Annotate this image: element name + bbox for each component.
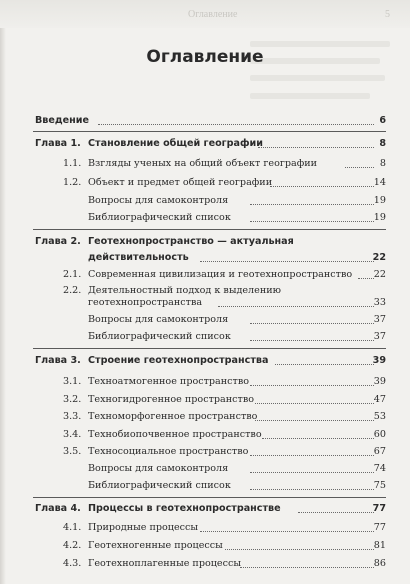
item-number: 1.2.: [63, 177, 82, 188]
item-page: 53: [373, 411, 386, 422]
item-page: 77: [373, 522, 386, 533]
page-title: Оглавление: [146, 47, 264, 67]
leader-dots: [298, 503, 374, 513]
item-number: 2.1.: [63, 269, 82, 280]
item-label: Библиографический список: [88, 480, 231, 491]
leader-dots: [250, 376, 374, 386]
item-page: 33: [373, 297, 386, 308]
section-divider: [33, 497, 386, 498]
leader-dots: [225, 540, 374, 550]
chapter-title: Строение геотехнопространства: [88, 355, 269, 366]
leader-dots: [200, 252, 374, 262]
item-page: 60: [373, 429, 386, 440]
item-number: 2.2.: [63, 285, 82, 296]
chapter-page: 8: [379, 138, 386, 149]
item-number: 4.3.: [63, 558, 82, 569]
item-label: Техноатмогенное пространство: [88, 376, 250, 387]
chapter-number: Глава 3.: [35, 355, 81, 366]
item-number: 3.2.: [63, 394, 82, 405]
item-page: 39: [373, 376, 386, 387]
item-label: Природные процессы: [88, 522, 199, 533]
item-page: 74: [373, 463, 386, 474]
bleed-through-line: [250, 75, 385, 81]
leader-dots: [250, 446, 374, 456]
item-page: 67: [373, 446, 386, 457]
item-label: Объект и предмет общей географии: [88, 177, 273, 188]
item-label: Вопросы для самоконтроля: [88, 314, 229, 325]
item-label: Библиографический список: [88, 212, 231, 223]
item-page: 81: [373, 540, 386, 551]
item-number: 3.5.: [63, 446, 82, 457]
item-page: 19: [373, 195, 386, 206]
item-label-line1: Деятельностный подход к выделению: [88, 285, 281, 296]
leader-dots: [262, 429, 374, 439]
item-number: 3.4.: [63, 429, 82, 440]
chapter-title: Становление общей географии: [88, 138, 263, 149]
section-divider: [33, 229, 386, 230]
leader-dots: [250, 480, 374, 490]
chapter-number: Глава 2.: [35, 236, 81, 247]
toc-intro-page: 6: [379, 115, 386, 126]
item-number: 3.3.: [63, 411, 82, 422]
leader-dots: [358, 269, 374, 279]
leader-dots: [255, 411, 374, 421]
chapter-page: 77: [372, 503, 386, 514]
leader-dots: [250, 212, 374, 222]
item-label: Техногидрогенное пространство: [88, 394, 255, 405]
bleed-through-line: [250, 93, 370, 99]
ghost-header-page: 5: [385, 9, 390, 20]
leader-dots: [240, 558, 374, 568]
leader-dots: [275, 355, 374, 365]
item-label: Техноморфогенное пространство: [88, 411, 258, 422]
item-page: 37: [373, 331, 386, 342]
item-label: Вопросы для самоконтроля: [88, 463, 229, 474]
item-page: 14: [373, 177, 386, 188]
ghost-header-title: Оглавление: [188, 9, 238, 20]
item-page: 75: [373, 480, 386, 491]
item-label: Геотехноплагенные процессы: [88, 558, 241, 569]
item-page: 37: [373, 314, 386, 325]
item-page: 22: [373, 269, 386, 280]
item-number: 1.1.: [63, 158, 82, 169]
leader-dots: [258, 138, 374, 148]
bleed-through-header: [0, 0, 410, 28]
item-label: Взгляды ученых на общий объект географии: [88, 158, 318, 169]
item-page: 19: [373, 212, 386, 223]
chapter-title-line1: Геотехнопространство — актуальная: [88, 236, 294, 247]
item-page: 47: [373, 394, 386, 405]
leader-dots: [250, 314, 374, 324]
chapter-number: Глава 1.: [35, 138, 81, 149]
item-label: Современная цивилизация и геотехнопространство: [88, 269, 353, 280]
leader-dots: [250, 331, 374, 341]
leader-dots: [250, 463, 374, 473]
item-page: 8: [379, 158, 386, 169]
leader-dots: [345, 158, 374, 168]
chapter-title: Процессы в геотехнопространстве: [88, 503, 281, 514]
chapter-number: Глава 4.: [35, 503, 81, 514]
item-label: Геотехногенные процессы: [88, 540, 223, 551]
chapter-title-line2: действительность: [88, 252, 189, 263]
item-label-line2: геотехнопространства: [88, 297, 203, 308]
toc-intro-label: Введение: [35, 115, 90, 126]
item-label: Технобиопочвенное пространство: [88, 429, 262, 440]
leader-dots: [98, 115, 374, 125]
item-label: Техносоциальное пространство: [88, 446, 249, 457]
leader-dots: [255, 394, 374, 404]
item-number: 4.1.: [63, 522, 82, 533]
item-label: Библиографический список: [88, 331, 231, 342]
book-spine-shadow: [0, 0, 6, 584]
item-number: 3.1.: [63, 376, 82, 387]
chapter-page: 39: [372, 355, 386, 366]
chapter-page: 22: [372, 252, 386, 263]
section-divider: [33, 348, 386, 349]
item-number: 4.2.: [63, 540, 82, 551]
leader-dots: [200, 522, 374, 532]
item-label: Вопросы для самоконтроля: [88, 195, 229, 206]
leader-dots: [250, 195, 374, 205]
item-page: 86: [373, 558, 386, 569]
leader-dots: [218, 297, 374, 307]
leader-dots: [270, 177, 374, 187]
section-divider: [33, 131, 386, 132]
